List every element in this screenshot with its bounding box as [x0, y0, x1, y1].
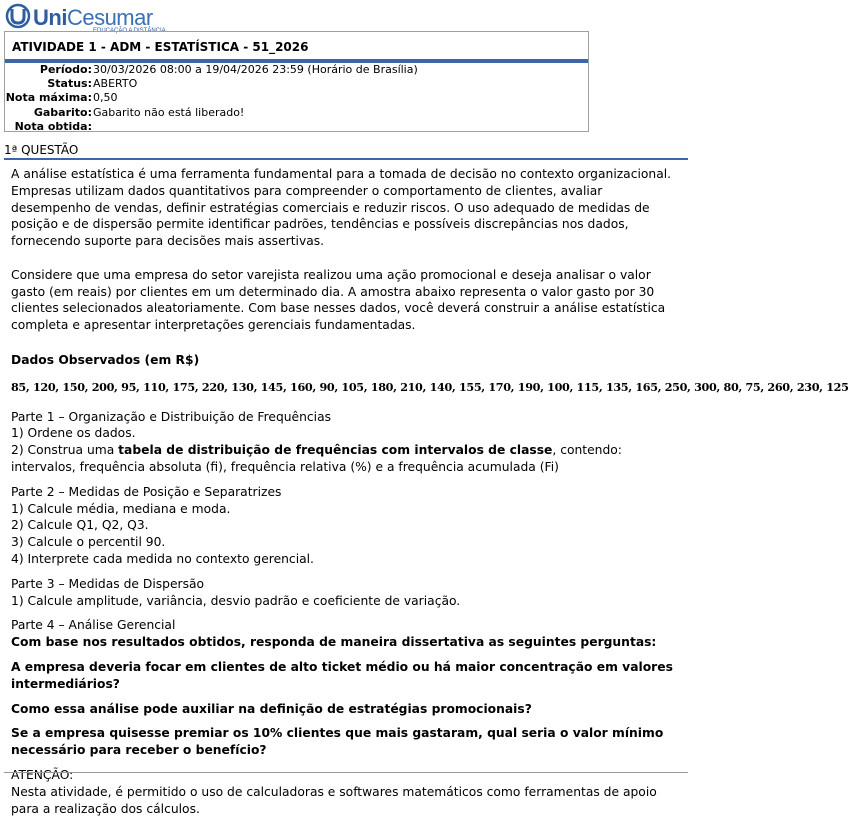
- max-grade-label: Nota máxima:: [5, 91, 92, 104]
- question-header: 1ª QUESTÃO: [4, 143, 688, 160]
- intro-paragraph-1: A análise estatística é uma ferramenta fundamental para a tomada de decisão no contexto organizacional. Empresas utilizam dados quantitativos para compreender o comportamento de clientes, avaliar desempenho de vendas, definir estratégias comerciais e reduzir riscos. O uso adequado de medidas de posição e de dispersão permite identificar padrões, tendências e possíveis discrepâncias nos dados, fornecendo suporte para decisões mais assertivas.: [11, 167, 672, 249]
- part1-item-1: 1) Ordene os dados.: [11, 426, 136, 441]
- status-label: Status:: [47, 77, 92, 90]
- part3-title: Parte 3 – Medidas de Dispersão: [11, 576, 205, 591]
- activity-info-box: [4, 31, 589, 132]
- part1-item-2: 2) Construa uma tabela de distribuição de frequências com intervalos de classe, contendo: intervalos, frequência absoluta (fi), frequência relativa (%) e a frequência acumulada (Fi): [11, 443, 622, 474]
- attention-title: ATENÇÃO:: [11, 767, 74, 782]
- answer-key-value: Gabarito não está liberado!: [93, 106, 245, 119]
- logo-subtitle: EDUCAÇÃO A DISTÂNCIA: [93, 28, 166, 34]
- question-body: [11, 166, 849, 817]
- management-question-3: Se a empresa quisesse premiar os 10% clientes que mais gastaram, qual seria o valor mínimo necessário para receber o benefício?: [11, 726, 664, 758]
- attention-text: Nesta atividade, é permitido o uso de calculadoras e softwares matemáticos como ferramentas de apoio para a realização dos cálculos.: [11, 784, 657, 816]
- unicesumar-emblem-icon: [5, 4, 31, 28]
- obtained-grade-label: Nota obtida:: [14, 120, 92, 133]
- management-question-2: Como essa análise pode auxiliar na definição de estratégias promocionais?: [11, 701, 532, 716]
- part2-title: Parte 2 – Medidas de Posição e Separatrizes: [11, 484, 282, 499]
- bottom-divider: [4, 772, 688, 773]
- period-value: 30/03/2026 08:00 a 19/04/2026 23:59 (Horário de Brasília): [93, 63, 418, 76]
- activity-title: ATIVIDADE 1 - ADM - ESTATÍSTICA - 51_2026: [5, 32, 588, 63]
- max-grade-value: 0,50: [93, 91, 118, 104]
- part3-item-1: 1) Calcule amplitude, variância, desvio padrão e coeficiente de variação.: [11, 593, 461, 608]
- part2-item-1: 1) Calcule média, mediana e moda.: [11, 501, 231, 516]
- logo-wordmark: UniCesumar: [33, 5, 153, 30]
- part2-item-4: 4) Interprete cada medida no contexto gerencial.: [11, 551, 314, 566]
- part2-item-3: 3) Calcule o percentil 90.: [11, 535, 166, 550]
- part1-title: Parte 1 – Organização e Distribuição de Frequências: [11, 409, 332, 424]
- part4-lead: Com base nos resultados obtidos, responda de maneira dissertativa as seguintes perguntas:: [11, 635, 657, 650]
- part2-item-2: 2) Calcule Q1, Q2, Q3.: [11, 518, 149, 533]
- intro-paragraph-2: Considere que uma empresa do setor varejista realizou uma ação promocional e deseja analisar o valor gasto (em reais) por clientes em um determinado dia. A amostra abaixo representa o valor gasto por 30 clientes selecionados aleatoriamente. Com base nesses dados, você deverá construir a análise estatística completa e apresentar interpretações gerenciais fundamentadas.: [11, 267, 666, 333]
- answer-key-label: Gabarito:: [33, 106, 92, 119]
- status-value: ABERTO: [93, 77, 138, 90]
- period-label: Período:: [39, 63, 92, 76]
- data-title: Dados Observados (em R$): [11, 352, 200, 367]
- part4-title: Parte 4 – Análise Gerencial: [11, 618, 176, 633]
- data-values: 85, 120, 150, 200, 95, 110, 175, 220, 130, 145, 160, 90, 105, 180, 210, 140, 155, 170, 190, 100, 115, 135, 165, 250, 300, 80, 75, 260, 230, 125: [11, 379, 849, 394]
- management-question-1: A empresa deveria focar em clientes de alto ticket médio ou há maior concentração em valores intermediários?: [11, 659, 673, 691]
